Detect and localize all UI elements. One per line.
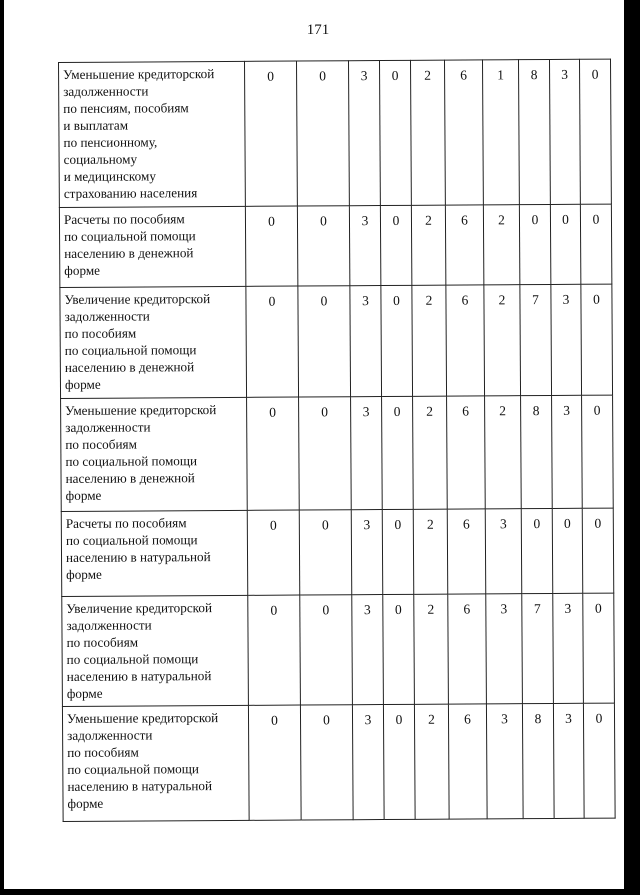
code-digit: 0 xyxy=(580,204,611,284)
row-description: Увеличение кредиторской задолженности по пособиям по социальной помощи населению в денежной форме xyxy=(60,286,247,398)
code-digit: 0 xyxy=(297,206,349,286)
code-digit: 0 xyxy=(582,508,614,593)
code-digit: 0 xyxy=(383,704,415,819)
code-digit: 8 xyxy=(521,395,553,508)
code-digit: 6 xyxy=(444,60,483,205)
code-digit: 3 xyxy=(352,705,384,820)
code-digit: 6 xyxy=(446,285,485,396)
code-digit: 2 xyxy=(414,704,449,819)
code-digit: 0 xyxy=(382,396,414,509)
code-digit: 6 xyxy=(447,396,486,509)
table-row xyxy=(61,508,614,596)
code-digit: 0 xyxy=(582,395,614,508)
table-body xyxy=(59,59,616,821)
code-digit: 0 xyxy=(296,61,349,206)
code-digit: 0 xyxy=(298,286,351,397)
row-description: Расчеты по пособиям по социальной помощи населению в натуральной форме xyxy=(61,510,248,596)
code-digit: 8 xyxy=(522,703,554,818)
table-row xyxy=(62,703,615,821)
code-digit: 0 xyxy=(380,205,411,285)
code-digit: 0 xyxy=(245,206,297,286)
code-digit: 3 xyxy=(552,395,583,508)
code-digit: 2 xyxy=(413,396,448,509)
code-digit: 0 xyxy=(552,508,583,593)
code-digit: 3 xyxy=(553,593,584,703)
code-digit: 3 xyxy=(351,397,383,510)
code-digit: 0 xyxy=(519,204,550,284)
code-digit: 0 xyxy=(299,397,352,510)
code-digit: 0 xyxy=(581,284,613,395)
code-digit: 7 xyxy=(522,593,554,703)
code-digit: 6 xyxy=(445,205,483,285)
code-digit: 0 xyxy=(244,61,297,206)
row-description: Уменьшение кредиторской задолженности по пенсиям, пособиям и выплатам по пенсионному, социальному и медицинскому страхованию населения xyxy=(59,61,246,207)
code-digit: 0 xyxy=(247,397,300,510)
code-digit: 3 xyxy=(348,61,380,206)
code-digit: 3 xyxy=(551,284,582,395)
code-digit: 1 xyxy=(482,60,519,205)
account-code-table xyxy=(58,59,616,822)
code-digit: 3 xyxy=(351,510,383,595)
code-digit: 0 xyxy=(248,705,301,820)
table-row xyxy=(62,593,615,706)
table-row xyxy=(60,284,613,398)
code-digit: 2 xyxy=(483,205,519,285)
row-description: Уменьшение кредиторской задолженности по пособиям по социальной помощи населению в натуральной форме xyxy=(62,705,249,821)
code-digit: 0 xyxy=(521,508,553,593)
code-digit: 0 xyxy=(579,59,611,204)
code-digit: 0 xyxy=(382,509,414,594)
code-digit: 6 xyxy=(447,509,486,594)
table-row xyxy=(59,204,611,287)
code-digit: 0 xyxy=(299,510,352,595)
code-digit: 3 xyxy=(486,594,523,704)
row-description: Увеличение кредиторской задолженности по пособиям по социальной помощи населению в натуральной форме xyxy=(62,595,249,706)
code-digit: 0 xyxy=(383,594,415,704)
code-digit: 3 xyxy=(352,595,384,705)
code-digit: 2 xyxy=(413,509,448,594)
row-description: Уменьшение кредиторской задолженности по пособиям по социальной помощи населению в денежной форме xyxy=(61,397,248,511)
code-digit: 6 xyxy=(448,704,487,819)
scan-border xyxy=(624,0,632,895)
code-digit: 0 xyxy=(300,705,353,820)
code-digit: 0 xyxy=(583,703,615,818)
code-digit: 0 xyxy=(248,595,301,705)
code-digit: 3 xyxy=(485,509,522,594)
code-digit: 2 xyxy=(411,205,445,285)
code-digit: 2 xyxy=(410,60,445,205)
code-digit: 3 xyxy=(486,704,523,819)
table-row xyxy=(61,395,614,511)
code-digit: 2 xyxy=(414,594,449,704)
document-page xyxy=(4,0,632,889)
code-digit: 3 xyxy=(549,59,580,204)
code-digit: 6 xyxy=(448,594,487,704)
code-digit: 3 xyxy=(350,286,382,397)
code-digit: 8 xyxy=(518,59,550,204)
code-digit: 0 xyxy=(247,510,300,595)
code-digit: 3 xyxy=(349,206,380,286)
table-row xyxy=(59,59,612,207)
code-digit: 0 xyxy=(550,204,580,284)
code-digit: 0 xyxy=(381,285,413,396)
code-digit: 7 xyxy=(520,284,552,395)
code-digit: 0 xyxy=(379,60,411,205)
code-digit: 0 xyxy=(246,286,299,397)
code-digit: 2 xyxy=(412,285,447,396)
code-digit: 2 xyxy=(485,396,522,509)
code-digit: 0 xyxy=(583,593,615,703)
page-number: 171 xyxy=(306,22,330,38)
code-digit: 0 xyxy=(300,595,353,705)
code-digit: 3 xyxy=(553,703,584,818)
row-description: Расчеты по пособиям по социальной помощи населению в денежной форме xyxy=(59,206,245,287)
code-digit: 2 xyxy=(484,285,521,396)
